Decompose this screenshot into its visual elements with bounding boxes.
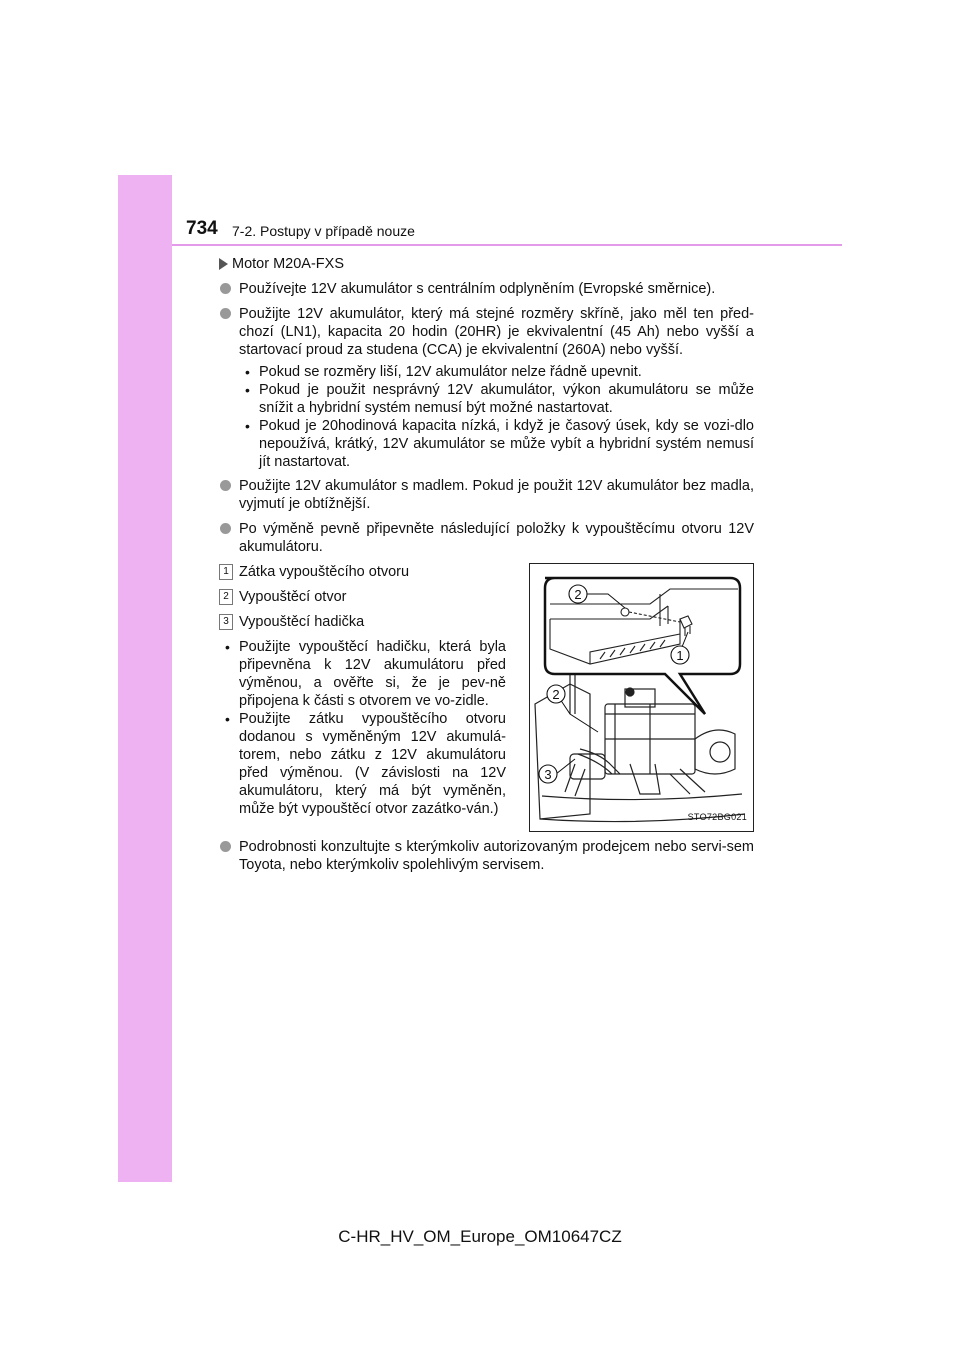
sub-bullet-icon: • [225,711,230,727]
sub-bullet-item [219,638,506,710]
page-sidebar-tab [118,175,172,1182]
bullet-item [219,838,754,874]
header-divider [172,244,842,246]
numbered-item-label: Vypouštěcí otvor [239,589,347,605]
callout-1: 1 [676,648,684,663]
sub-bullet-list [219,638,506,818]
sub-bullet-item [239,417,754,471]
sub-bullet-text: Pokud je 20hodinová kapacita nízká, i když je časový úsek, kdy se vozi-dlo nepoužívá, krátký, 12V akumulátor se může vybít a hybridní systém nemusí jít nastartovat. [259,418,754,470]
engine-heading [219,255,754,273]
numbered-item [219,563,506,581]
sub-bullet-list [239,363,754,471]
sub-bullet-icon: • [245,364,250,380]
numbered-item [219,588,506,606]
document-footer: C-HR_HV_OM_Europe_OM10647CZ [338,1227,622,1246]
bullet-dot-icon [220,283,231,294]
sub-bullet-item [219,710,506,818]
sub-bullet-icon: • [245,382,250,398]
numbered-item-label: Vypouštěcí hadička [239,614,365,630]
bullet-item [219,280,754,298]
numbered-item [219,613,506,631]
numbered-list [219,563,506,832]
bullet-text: Používejte 12V akumulátor s centrálním odplyněním (Evropské směrnice). [239,281,716,297]
sub-bullet-item [239,381,754,417]
bullet-text: Po výměně pevně připevněte následující položky k vypouštěcímu otvoru 12V akumulátoru. [239,521,754,555]
engine-bay-illustration [530,564,753,831]
sub-bullet-item [239,363,754,381]
sub-bullet-icon: • [245,418,250,434]
bullet-item [219,305,754,359]
bullet-dot-icon [220,841,231,852]
number-box: 3 [219,614,233,630]
triangle-marker-icon [219,258,228,270]
battery-drain-figure [529,563,754,832]
bullet-dot-icon [220,480,231,491]
number-box: 2 [219,589,233,605]
numbered-item-label: Zátka vypouštěcího otvoru [239,564,410,580]
sub-bullet-text: Pokud je použit nesprávný 12V akumulátor, výkon akumulátoru se může snížit a hybridní systém nemusí být možné nastartovat. [259,382,754,416]
callout-2-top: 2 [574,587,582,602]
engine-heading-text: Motor M20A-FXS [232,256,344,272]
page-number: 734 [186,218,218,239]
page-content [219,253,754,881]
figure-section [219,563,754,832]
sub-bullet-text: Použijte vypouštěcí hadičku, která byla připevněna k 12V akumulátoru před výměnou, a ověřte si, že je pev-ně připojena k části s otvorem ve vo-zidle. [239,639,506,709]
bullet-text: Použijte 12V akumulátor, který má stejné rozměry skříně, jako měl ten před-chozí (LN1), kapacita 20 hodin (20HR) je ekvivalentní (45 Ah) nebo vyšší a startovací proud za studena (CCA) je ekvivalentní (260A) nebo vyšší. [239,306,754,358]
bullet-dot-icon [220,308,231,319]
callout-2-bottom: 2 [552,687,560,702]
sub-bullet-text: Použijte zátku vypouštěcího otvoru dodanou s vyměněným 12V akumulá-torem, nebo zátku z 12V akumulátoru před výměnou. (V závislosti na 12V akumulátoru, který má být vyměněn, může být vypouštěcí otvor zazátko-ván.) [239,711,506,817]
sub-bullet-icon: • [225,639,230,655]
section-title: 7-2. Postupy v případě nouze [232,223,415,239]
bullet-dot-icon [220,523,231,534]
bullet-text: Podrobnosti konzultujte s kterýmkoliv autorizovaným prodejcem nebo servi-sem Toyota, nebo kterýmkoliv spolehlivým servisem. [239,839,754,873]
bullet-item [219,477,754,513]
number-box: 1 [219,564,233,580]
sub-bullet-text: Pokud se rozměry liší, 12V akumulátor nelze řádně upevnit. [259,364,642,380]
bullet-text: Použijte 12V akumulátor s madlem. Pokud je použit 12V akumulátor bez madla, vyjmutí je obtížnější. [239,478,754,512]
bullet-item [219,520,754,556]
callout-3: 3 [544,767,552,782]
figure-code: STO72BG021 [687,812,747,822]
